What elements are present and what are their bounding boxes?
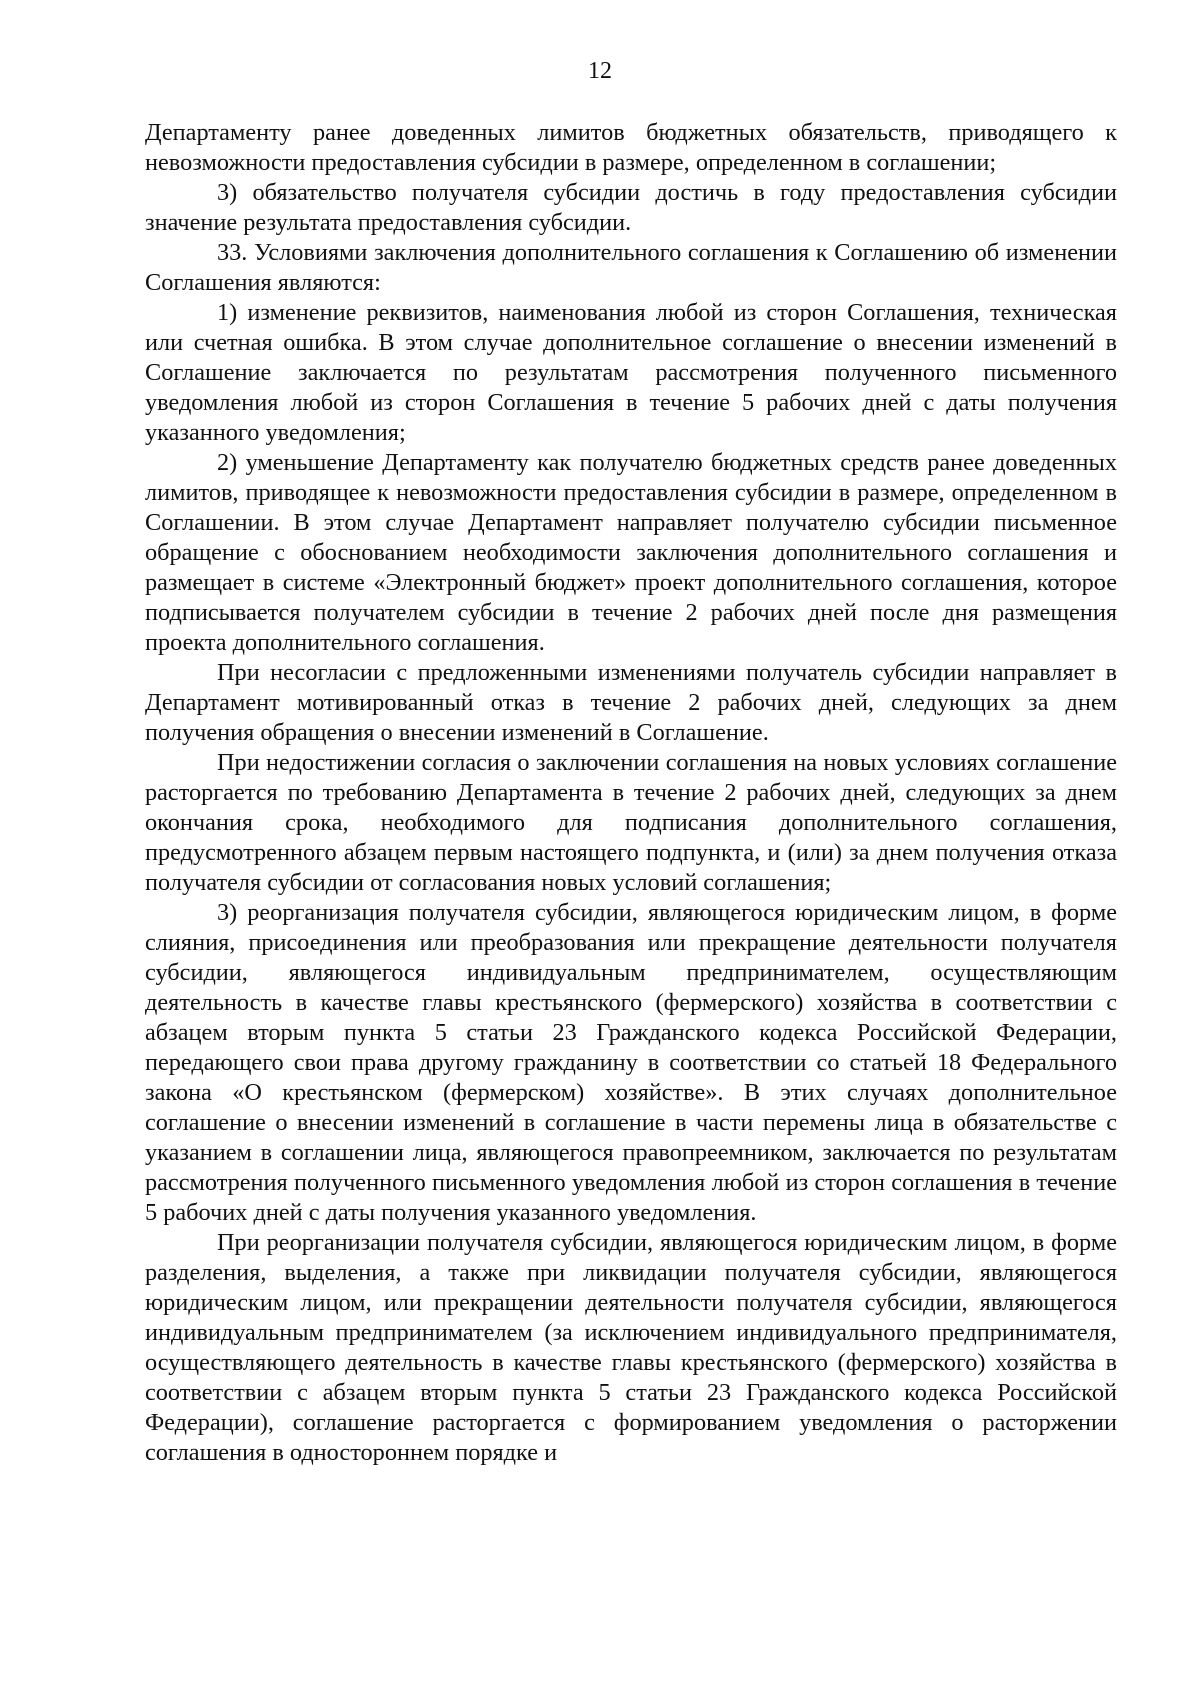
paragraph-subitem-1: 1) изменение реквизитов, наименования любой из сторон Соглашения, техническая или счетная ошибка. В этом случае дополнительное соглашение о внесении изменений в Соглашение заключается по результатам рассмотрения полученного письменного уведомления любой из сторон Соглашения в течение 5 рабочих дней с даты получения указанного уведомления; — [145, 299, 1117, 446]
paragraph-disagreement: При несогласии с предложенными изменениями получатель субсидии направляет в Департамент мотивированный отказ в течение 2 рабочих дней, следующих за днем получения обращения о внесении изменений в Соглашение. — [145, 659, 1117, 746]
paragraph-reorganization-division: При реорганизации получателя субсидии, являющегося юридическим лицом, в форме разделения, выделения, а также при ликвидации получателя субсидии, являющегося юридическим лицом, или прекращении деятельности получателя субсидии, являющегося индивидуальным предпринимателем (за исключением индивидуального предпринимателя, осуществляющего деятельность в качестве главы крестьянского (фермерского) хозяйства в соответствии с абзацем вторым пункта 5 статьи 23 Гражданского кодекса Российской Федерации), соглашение расторгается с формированием уведомления о расторжении соглашения в одностороннем порядке и — [145, 1229, 1117, 1466]
paragraph-continuation: Департаменту ранее доведенных лимитов бюджетных обязательств, приводящего к невозможности предоставления субсидии в размере, определенном в соглашении; — [145, 119, 1117, 176]
paragraph-clause-33: 33. Условиями заключения дополнительного соглашения к Соглашению об изменении Соглашения являются: — [145, 239, 1117, 296]
paragraph-subitem-3-reorganization: 3) реорганизация получателя субсидии, являющегося юридическим лицом, в форме слияния, присоединения или преобразования или прекращение деятельности получателя субсидии, являющегося индивидуальным предпринимателем, осуществляющим деятельность в качестве главы крестьянского (фермерского) хозяйства в соответствии с абзацем вторым пункта 5 статьи 23 Гражданского кодекса Российской Федерации, передающего свои права другому гражданину в соответствии со статьей 18 Федерального закона «О крестьянском (фермерском) хозяйстве». В этих случаях дополнительное соглашение о внесении изменений в соглашение в части перемены лица в обязательстве с указанием в соглашении лица, являющегося правопреемником, заключается по результатам рассмотрения полученного письменного уведомления любой из сторон соглашения в течение 5 рабочих дней с даты получения указанного уведомления. — [145, 899, 1117, 1226]
paragraph-no-agreement: При недостижении согласия о заключении соглашения на новых условиях соглашение расторгается по требованию Департамента в течение 2 рабочих дней, следующих за днем окончания срока, необходимого для подписания дополнительного соглашения, предусмотренного абзацем первым настоящего подпункта, и (или) за днем получения отказа получателя субсидии от согласования новых условий соглашения; — [145, 749, 1117, 896]
page-number: 12 — [588, 58, 612, 84]
paragraph-subitem-2: 2) уменьшение Департаменту как получателю бюджетных средств ранее доведенных лимитов, приводящее к невозможности предоставления субсидии в размере, определенном в Соглашении. В этом случае Департамент направляет получателю субсидии письменное обращение с обоснованием необходимости заключения дополнительного соглашения и размещает в системе «Электронный бюджет» проект дополнительного соглашения, которое подписывается получателем субсидии в течение 2 рабочих дней после дня размещения проекта дополнительного соглашения. — [145, 449, 1117, 656]
paragraph-subitem-3-obligation: 3) обязательство получателя субсидии достичь в году предоставления субсидии значение результата предоставления субсидии. — [145, 179, 1117, 236]
document-body — [145, 118, 1117, 1468]
